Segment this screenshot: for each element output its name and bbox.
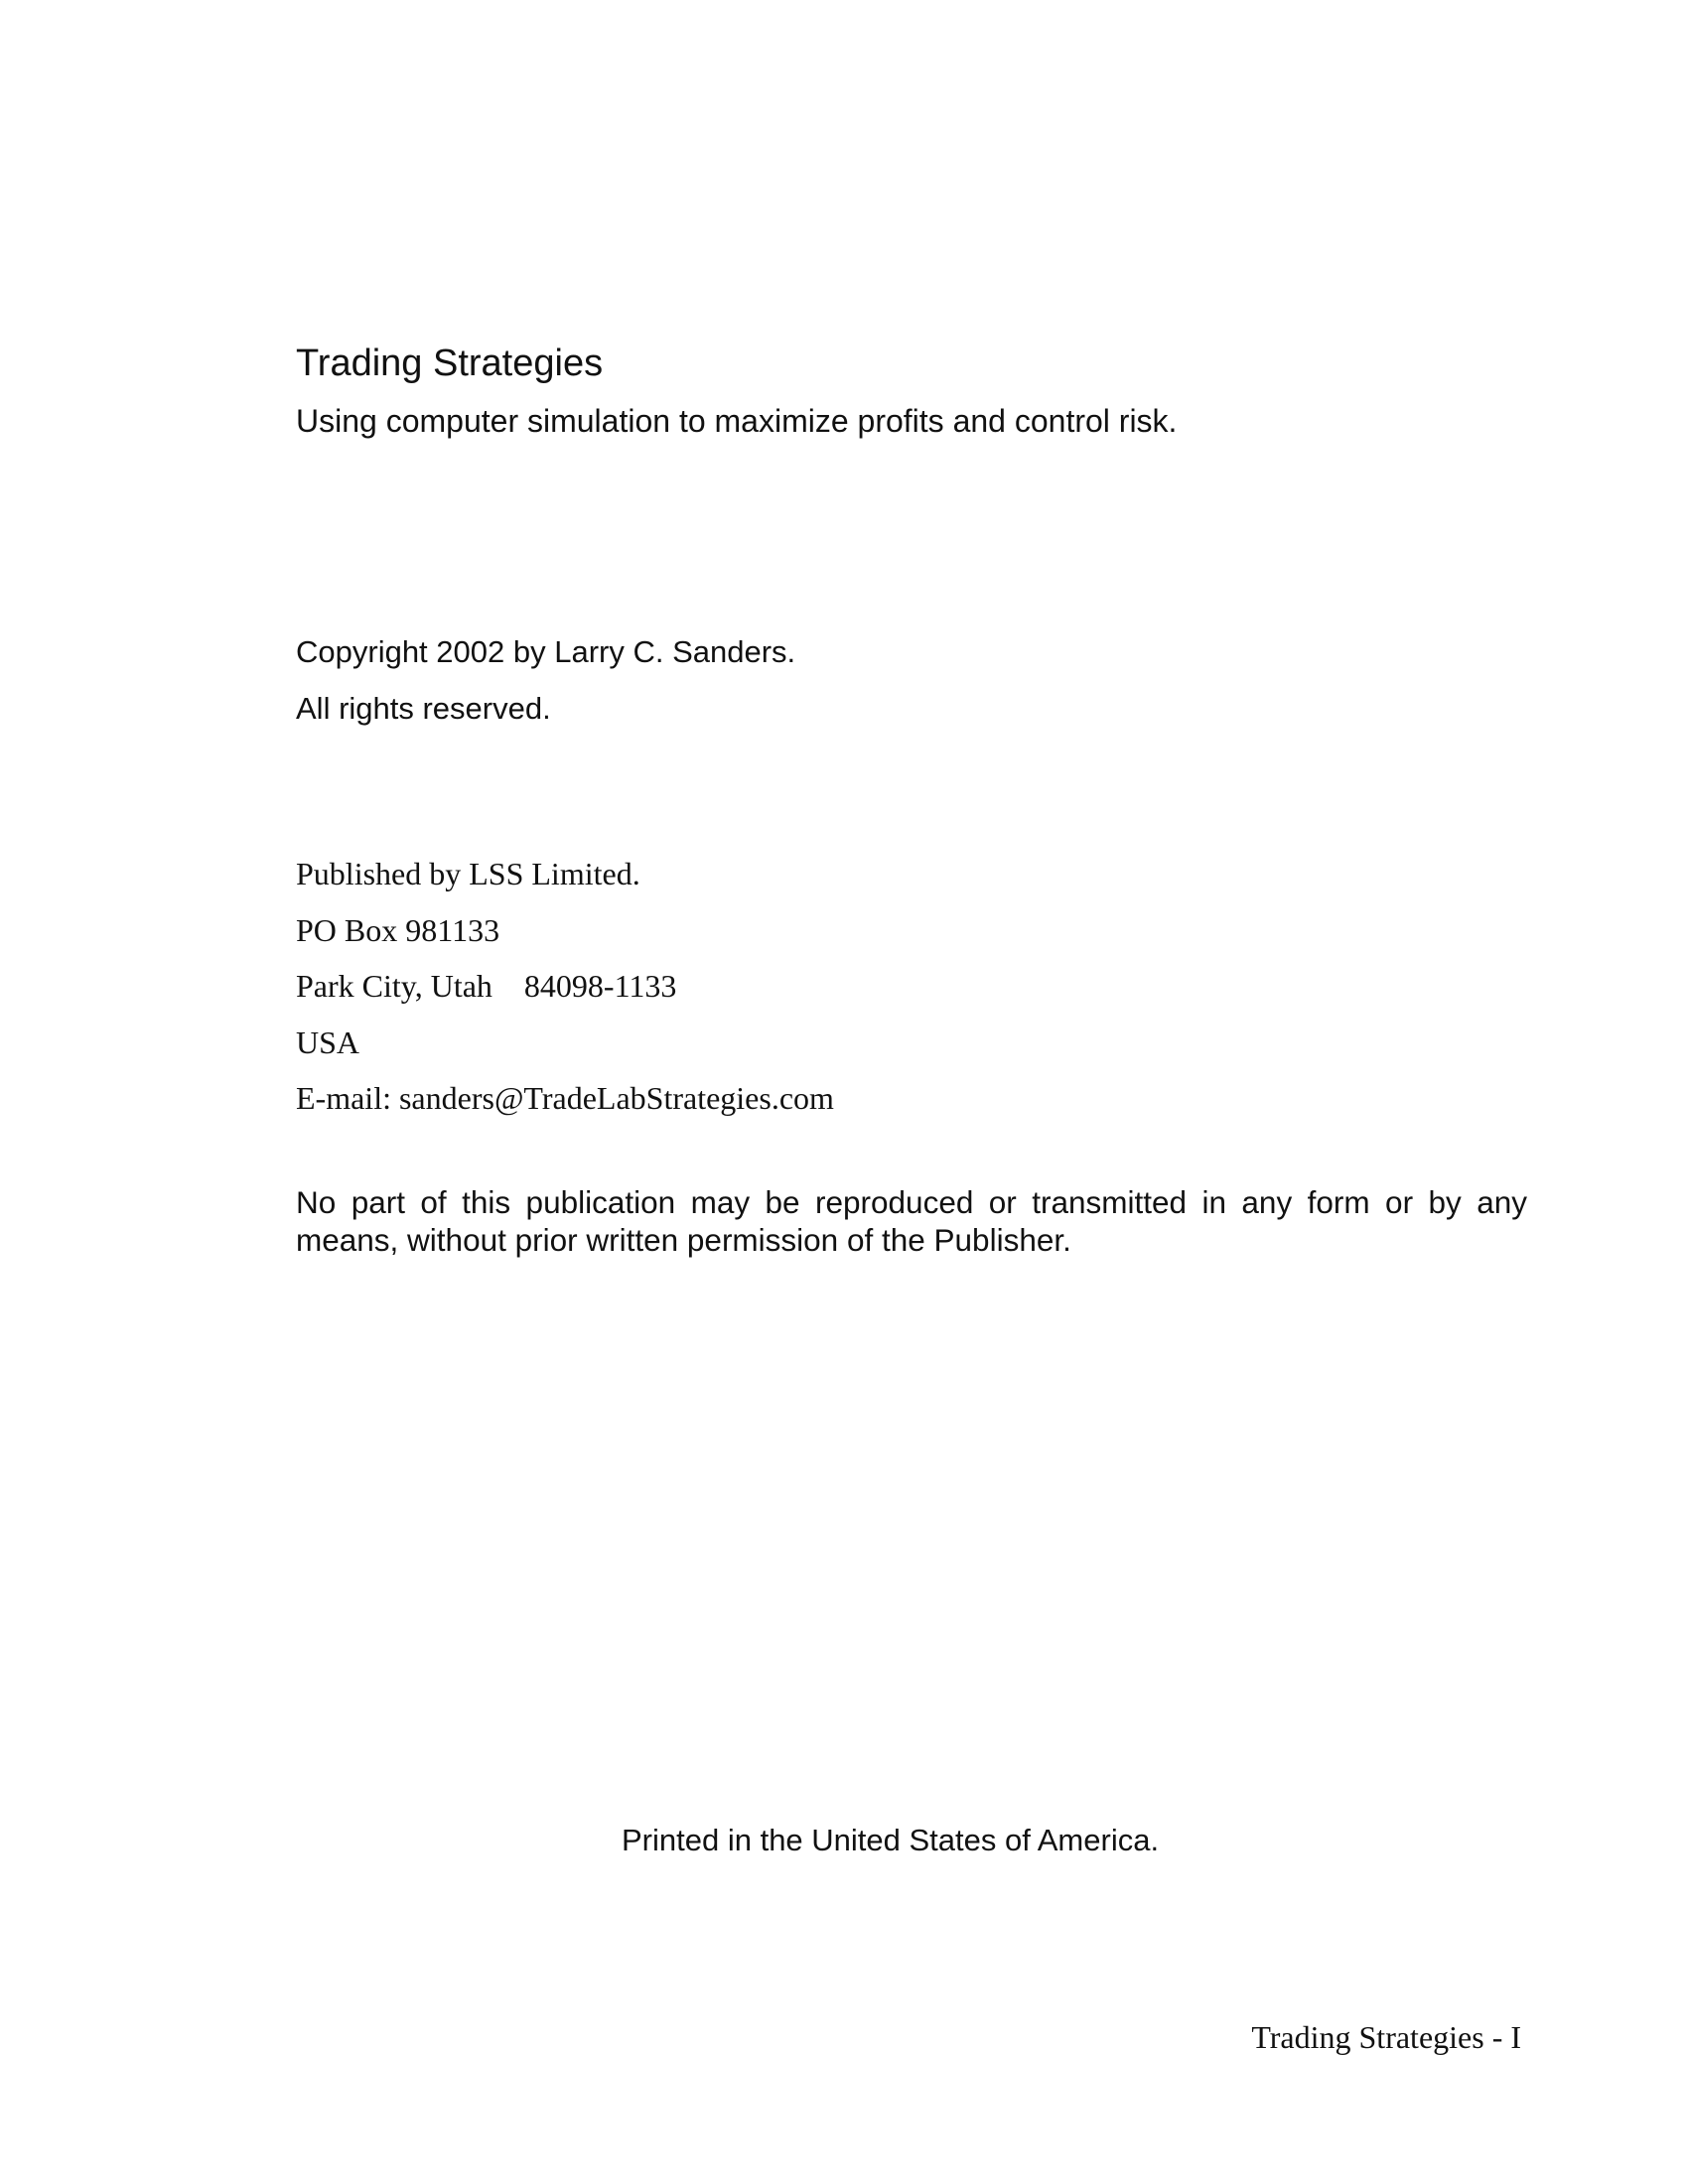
printed-in-line: Printed in the United States of America. xyxy=(622,1823,1160,1857)
book-subtitle: Using computer simulation to maximize profits and control risk. xyxy=(296,403,1178,439)
title-block xyxy=(296,340,1177,441)
publisher-name: Published by LSS Limited. xyxy=(296,856,640,891)
rights-notice-block xyxy=(296,1183,1527,1259)
rights-reserved-line: All rights reserved. xyxy=(296,691,551,726)
copyright-block xyxy=(296,623,795,737)
copyright-line: Copyright 2002 by Larry C. Sanders. xyxy=(296,634,796,669)
publisher-block xyxy=(296,846,834,1127)
rights-notice: No part of this publication may be reproduced or transmitted in any form or by any means, without prior written permission of the Publisher. xyxy=(296,1184,1527,1258)
publisher-country: USA xyxy=(296,1024,360,1060)
publisher-po-box: PO Box 981133 xyxy=(296,911,500,948)
publisher-city-state-zip: Park City, Utah 84098-1133 xyxy=(296,968,677,1004)
book-title: Trading Strategies xyxy=(296,342,604,384)
publisher-email: E-mail: sanders@TradeLabStrategies.com xyxy=(296,1080,834,1116)
page-footer: Trading Strategies - I xyxy=(1251,2019,1521,2055)
